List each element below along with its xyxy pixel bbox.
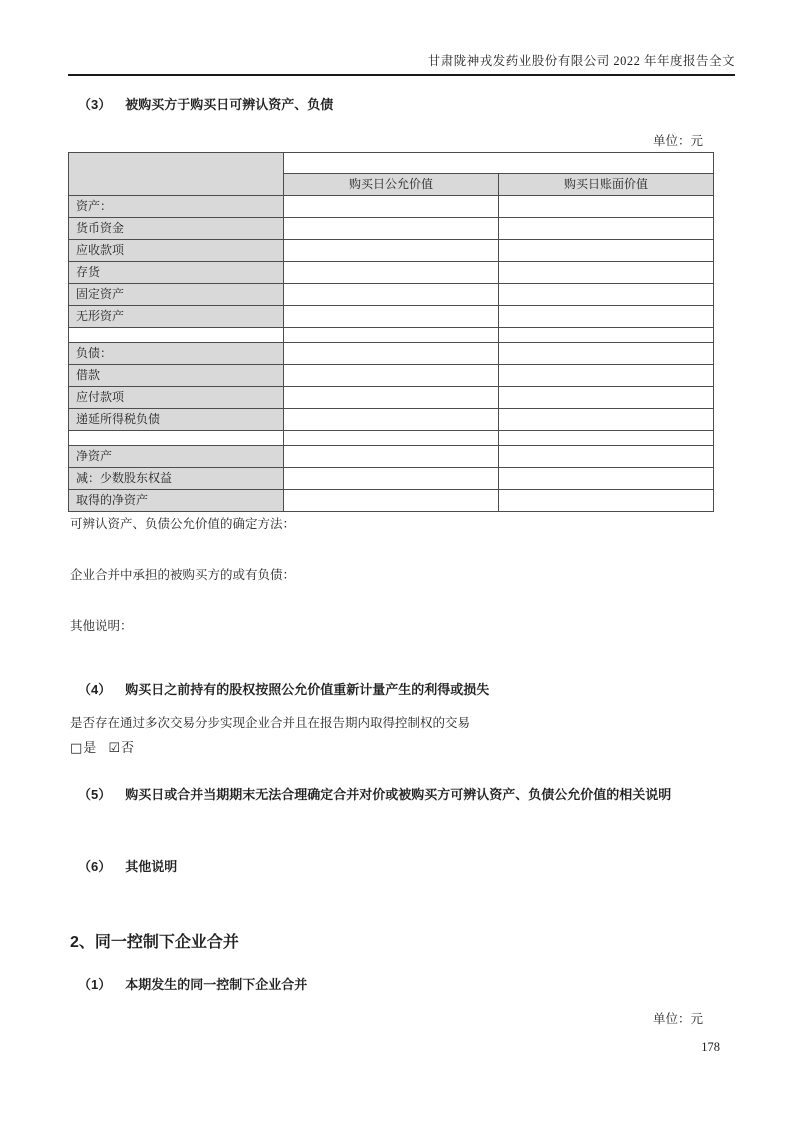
table-row — [69, 328, 714, 343]
table-row — [69, 468, 714, 490]
row-book-value-cell — [499, 343, 714, 365]
checkbox-unchecked-icon: □ — [70, 741, 83, 756]
row-fair-value-cell — [284, 409, 499, 431]
document-header-title: 甘肃陇神戎发药业股份有限公司 2022 年年度报告全文 — [427, 54, 735, 68]
row-fair-value-cell — [284, 365, 499, 387]
row-book-value-cell — [499, 284, 714, 306]
row-book-value-cell — [499, 446, 714, 468]
section-4-heading — [78, 679, 489, 698]
section-3-title: 被购买方于购买日可辨认资产、负债 — [125, 97, 334, 112]
row-book-value-cell — [499, 490, 714, 512]
row-fair-value-cell — [284, 343, 499, 365]
row-book-value-cell — [499, 468, 714, 490]
row-book-value-cell — [499, 240, 714, 262]
section-2-1-title: 本期发生的同一控制下企业合并 — [125, 977, 308, 992]
table-row — [69, 365, 714, 387]
row-label-cell: 负债： — [69, 343, 284, 365]
table-header-row-1 — [69, 153, 714, 174]
row-book-value-cell — [499, 365, 714, 387]
checkbox-option-label: 否 — [120, 740, 134, 755]
table-row — [69, 387, 714, 409]
table-row — [69, 446, 714, 468]
row-fair-value-cell — [284, 284, 499, 306]
row-label-cell: 递延所得税负债 — [69, 409, 284, 431]
table-row — [69, 218, 714, 240]
table-row — [69, 262, 714, 284]
row-label-cell: 借款 — [69, 365, 284, 387]
table-row — [69, 431, 714, 446]
row-label-cell — [69, 431, 284, 446]
row-fair-value-cell — [284, 387, 499, 409]
section-5-number: （5） — [78, 787, 112, 802]
header-rule — [68, 74, 735, 76]
row-label-cell: 减：少数股东权益 — [69, 468, 284, 490]
section-5-title: 购买日或合并当期期末无法合理确定合并对价或被购买方可辨认资产、负债公允价值的相关说明 — [125, 787, 672, 802]
stepwise-merger-question: 是否存在通过多次交易分步实现企业合并且在报告期内取得控制权的交易 — [70, 716, 471, 730]
identifiable-assets-table-body — [69, 153, 714, 512]
identifiable-assets-table — [68, 152, 714, 512]
section-6-heading — [78, 856, 177, 875]
table-span-header-cell — [284, 153, 714, 174]
row-label-cell: 固定资产 — [69, 284, 284, 306]
table-row — [69, 490, 714, 512]
row-book-value-cell — [499, 328, 714, 343]
checkbox-option-checked — [108, 740, 134, 755]
row-fair-value-cell — [284, 240, 499, 262]
row-book-value-cell — [499, 387, 714, 409]
section-2-1-number: （1） — [78, 977, 112, 992]
note-other: 其他说明： — [70, 619, 133, 633]
row-fair-value-cell — [284, 262, 499, 284]
row-fair-value-cell — [284, 468, 499, 490]
row-book-value-cell — [499, 306, 714, 328]
section-5-heading — [78, 784, 671, 803]
table-corner-cell — [69, 153, 284, 196]
checkbox-option-unchecked — [70, 740, 96, 755]
section-3-number: （3） — [78, 97, 112, 112]
section-6-title: 其他说明 — [125, 859, 178, 874]
column-header-fair-value: 购买日公允价值 — [284, 174, 499, 196]
unit-label-bottom: 单位：元 — [652, 1012, 703, 1026]
row-label-cell: 应收款项 — [69, 240, 284, 262]
row-book-value-cell — [499, 262, 714, 284]
section-4-number: （4） — [78, 682, 112, 697]
note-contingent-liabilities: 企业合并中承担的被购买方的或有负债： — [70, 568, 296, 582]
row-label-cell: 无形资产 — [69, 306, 284, 328]
page-number: 178 — [701, 1040, 720, 1054]
checkbox-option-label: 是 — [83, 740, 97, 755]
row-fair-value-cell — [284, 306, 499, 328]
unit-label-top: 单位：元 — [652, 134, 703, 148]
table-row — [69, 284, 714, 306]
row-book-value-cell — [499, 196, 714, 218]
section-2-1-heading — [78, 974, 307, 993]
row-book-value-cell — [499, 218, 714, 240]
row-label-cell: 净资产 — [69, 446, 284, 468]
section-3-heading — [78, 94, 333, 113]
row-fair-value-cell — [284, 490, 499, 512]
row-label-cell: 存货 — [69, 262, 284, 284]
stepwise-merger-options — [70, 737, 146, 756]
row-label-cell: 资产： — [69, 196, 284, 218]
checkbox-checked-icon: ☑ — [108, 741, 120, 756]
row-fair-value-cell — [284, 218, 499, 240]
section-2-heading: 2、同一控制下企业合并 — [70, 934, 239, 951]
row-fair-value-cell — [284, 431, 499, 446]
row-book-value-cell — [499, 409, 714, 431]
row-label-cell: 取得的净资产 — [69, 490, 284, 512]
row-fair-value-cell — [284, 196, 499, 218]
table-row — [69, 409, 714, 431]
row-book-value-cell — [499, 431, 714, 446]
table-row — [69, 343, 714, 365]
row-label-cell: 应付款项 — [69, 387, 284, 409]
row-label-cell: 货币资金 — [69, 218, 284, 240]
table-row — [69, 196, 714, 218]
row-fair-value-cell — [284, 446, 499, 468]
note-fair-value-method: 可辨认资产、负债公允价值的确定方法： — [70, 517, 296, 531]
table-row — [69, 240, 714, 262]
column-header-book-value: 购买日账面价值 — [499, 174, 714, 196]
section-4-title: 购买日之前持有的股权按照公允价值重新计量产生的利得或损失 — [125, 682, 490, 697]
table-row — [69, 306, 714, 328]
section-6-number: （6） — [78, 859, 112, 874]
row-label-cell — [69, 328, 284, 343]
row-fair-value-cell — [284, 328, 499, 343]
